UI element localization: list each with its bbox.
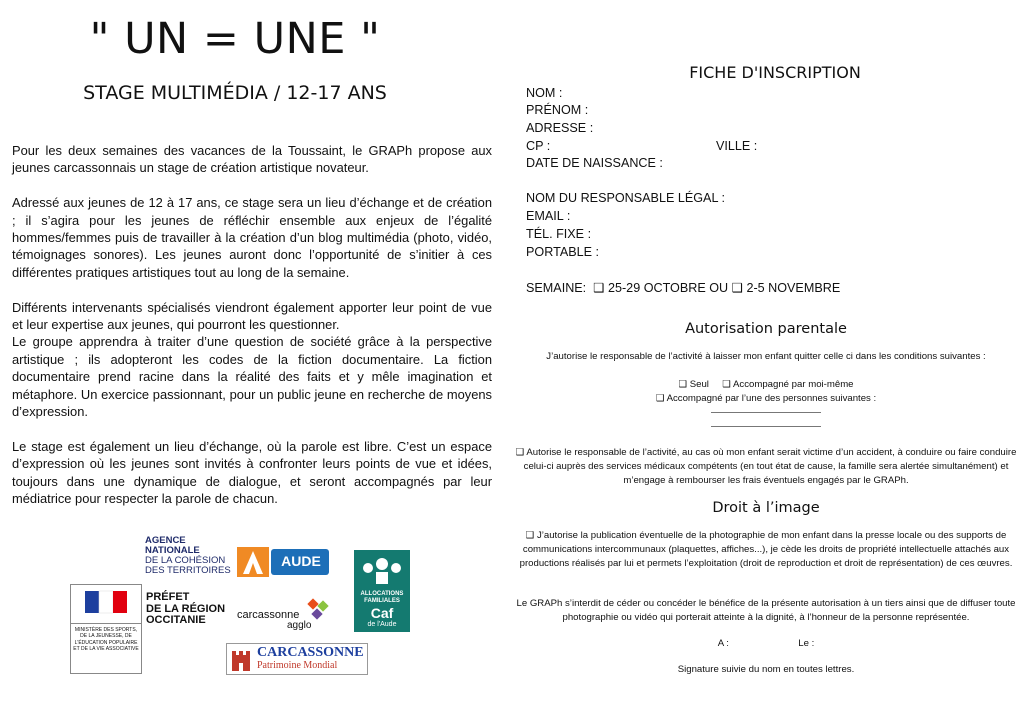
medical-text: Autorise le responsable de l’activité, au cas où mon enfant serait victime d’un accident, à conduire ou faire conduire celui-ci auprès des services médicaux compétents (en tout état de cause, la famille sera alertée simultanément) et m’engage à rembourser les frais éventuels engagés par le GRAPh. bbox=[523, 447, 1017, 487]
field-date-naissance[interactable]: DATE DE NAISSANCE : bbox=[526, 156, 663, 170]
ministere-text: MINISTÈRE DES SPORTS, DE LA JEUNESSE, DE L'ÉDUCATION POPULAIRE ET DE LA VIE ASSOCIATIVE bbox=[71, 623, 141, 652]
field-responsable[interactable]: NOM DU RESPONSABLE LÉGAL : bbox=[526, 191, 725, 205]
date-label[interactable]: Le : bbox=[798, 638, 815, 649]
patrimoine-text: Patrimoine Mondial bbox=[257, 660, 338, 671]
checkbox[interactable]: ❑ bbox=[589, 281, 605, 295]
intro-paragraph: Pour les deux semaines des vacances de la Toussaint, le GRAPh propose aux jeunes carcassonnais un stage de création artistique novateur. bbox=[12, 143, 492, 176]
aude-logo bbox=[237, 547, 329, 577]
field-email[interactable]: EMAIL : bbox=[526, 209, 571, 223]
autorisation-option-personnes bbox=[508, 392, 1024, 406]
patrimoine-text: CARCASSONNE bbox=[257, 645, 364, 660]
field-prenom[interactable]: PRÉNOM : bbox=[526, 103, 589, 117]
logo-text: DE LA RÉGION bbox=[146, 602, 226, 615]
intro-paragraph: Le groupe apprendra à traiter d’une question de société grâce à la perspective artistique ; ils adopteront les codes de la fiction documentaire. La fiction documentaire prend racine dans la réalité des faits et y mêle imagination et métaphore. Un exercice passionnant, pour un public jeune en recherche de moyens d’expression. bbox=[12, 334, 492, 420]
logo-text: AGENCE bbox=[145, 535, 186, 546]
form-title: FICHE D'INSCRIPTION bbox=[689, 63, 861, 82]
signature-line[interactable] bbox=[508, 406, 1024, 420]
intro-text bbox=[12, 142, 492, 525]
field-ville[interactable]: VILLE : bbox=[716, 139, 758, 153]
lieu-label[interactable]: A : bbox=[717, 638, 729, 649]
lieu-date-row bbox=[508, 637, 1024, 651]
logo-text: OCCITANIE bbox=[146, 614, 206, 626]
logo-text: NATIONALE bbox=[145, 545, 200, 556]
logo-text: PRÉFET bbox=[146, 591, 190, 603]
caf-text: FAMILIALES bbox=[364, 598, 400, 604]
logo-text: DE LA COHÉSION bbox=[145, 555, 226, 566]
intro-paragraph: Adressé aux jeunes de 12 à 17 ans, ce stage sera un lieu d’échange et de création ; il s’agira pour les jeunes de réfléchir ensemble aux enjeux de l’égalité hommes/femmes puis de travailler à la création d’un blog multimédia (photo, vidéo, témoignages sonores). Les jeunes auront donc l’opportunité de s’initier à ces différentes pratiques artistiques tout au long de la semaine. bbox=[12, 195, 492, 280]
anct-logo bbox=[145, 536, 235, 576]
option-label: Seul bbox=[689, 379, 709, 390]
carcassonne-agglo-logo bbox=[237, 598, 337, 632]
semaine-label: SEMAINE: bbox=[526, 281, 587, 295]
field-adresse[interactable]: ADRESSE : bbox=[526, 121, 594, 135]
autorisation-options bbox=[508, 378, 1024, 392]
droit-image-text2: Le GRAPh s’interdit de céder ou concéder le bénéfice de la présente autorisation à un tiers ainsi que de diffuser toute photographie ou vidéo qui porterait atteinte à la dignité, à l’honneur de la personne représentée. bbox=[516, 598, 1016, 624]
semaine-row bbox=[526, 280, 840, 295]
signature-text: Signature suivie du nom en toutes lettres. bbox=[677, 664, 855, 675]
checkbox[interactable]: ❑ bbox=[525, 530, 535, 541]
prefet-logo bbox=[146, 592, 236, 627]
option-label: Accompagné par moi-même bbox=[733, 379, 854, 390]
droit-image-heading: Droit à l’image bbox=[712, 500, 820, 516]
caf-logo bbox=[354, 550, 410, 632]
checkbox[interactable]: ❑ bbox=[655, 393, 665, 404]
caf-family-icon bbox=[354, 550, 410, 586]
checkbox[interactable]: ❑ bbox=[731, 281, 743, 295]
carcassonne-patrimoine-logo bbox=[226, 643, 368, 675]
option-label: Accompagné par l’une des personnes suivantes : bbox=[666, 393, 877, 404]
autorisation-intro: J’autorise le responsable de l’activité à laisser mon enfant quitter celle ci dans les conditions suivantes : bbox=[546, 351, 986, 362]
caf-text: Caf bbox=[370, 605, 394, 621]
field-nom[interactable]: NOM : bbox=[526, 86, 563, 100]
castle-icon bbox=[229, 645, 253, 673]
field-portable[interactable]: PORTABLE : bbox=[526, 245, 600, 259]
signature-line[interactable] bbox=[508, 420, 1024, 434]
semaine-option: 25-29 OCTOBRE OU bbox=[607, 281, 729, 295]
marianne-icon bbox=[71, 585, 141, 621]
checkbox[interactable]: ❑ bbox=[722, 379, 731, 390]
checkbox[interactable]: ❑ bbox=[515, 447, 525, 458]
main-title: " UN = UNE " bbox=[89, 14, 381, 64]
caf-text: ALLOCATIONS bbox=[360, 591, 404, 597]
agglo-text: carcassonne bbox=[237, 609, 300, 621]
droit-image-body: J’autorise la publication éventuelle de la photographie de mon enfant dans la presse locale ou des supports de communications intercommunaux (plaquettes, affiches...), je cède les droits de propriété intellectuelle attachés aux productions réalisés par lui et permets l’exploitation (droit de reproduction et droit de représentation) de ces œuvres. bbox=[519, 530, 1013, 570]
checkbox[interactable]: ❑ bbox=[678, 379, 688, 390]
agglo-text: agglo bbox=[287, 620, 312, 631]
autorisation-heading: Autorisation parentale bbox=[685, 321, 847, 337]
aude-logo-text: AUDE bbox=[281, 553, 321, 569]
caf-text: de l'Aude bbox=[367, 621, 397, 628]
intro-paragraph: Différents intervenants spécialisés viendront également apporter leur point de vue et leur expertise aux jeunes, qui pourront les questionner. bbox=[12, 299, 492, 333]
autorisation-medical bbox=[508, 446, 1024, 489]
intro-paragraph: Le stage est également un lieu d’échange, où la parole est libre. C’est un espace d’expression où les jeunes sont invités à confronter leurs points de vue et idées, toujours dans une dynamique de dialogue, et seront accompagnés par leur médiatrice pour respecter la parole de chacun. bbox=[12, 438, 492, 507]
subtitle: STAGE MULTIMÉDIA / 12-17 ANS bbox=[83, 82, 387, 104]
ministere-logo bbox=[70, 584, 142, 674]
field-tel-fixe[interactable]: TÉL. FIXE : bbox=[526, 227, 592, 241]
droit-image-text bbox=[508, 529, 1024, 572]
semaine-option: 2-5 NOVEMBRE bbox=[746, 281, 841, 295]
logo-text: DES TERRITOIRES bbox=[145, 565, 231, 576]
field-cp[interactable]: CP : bbox=[526, 139, 551, 153]
